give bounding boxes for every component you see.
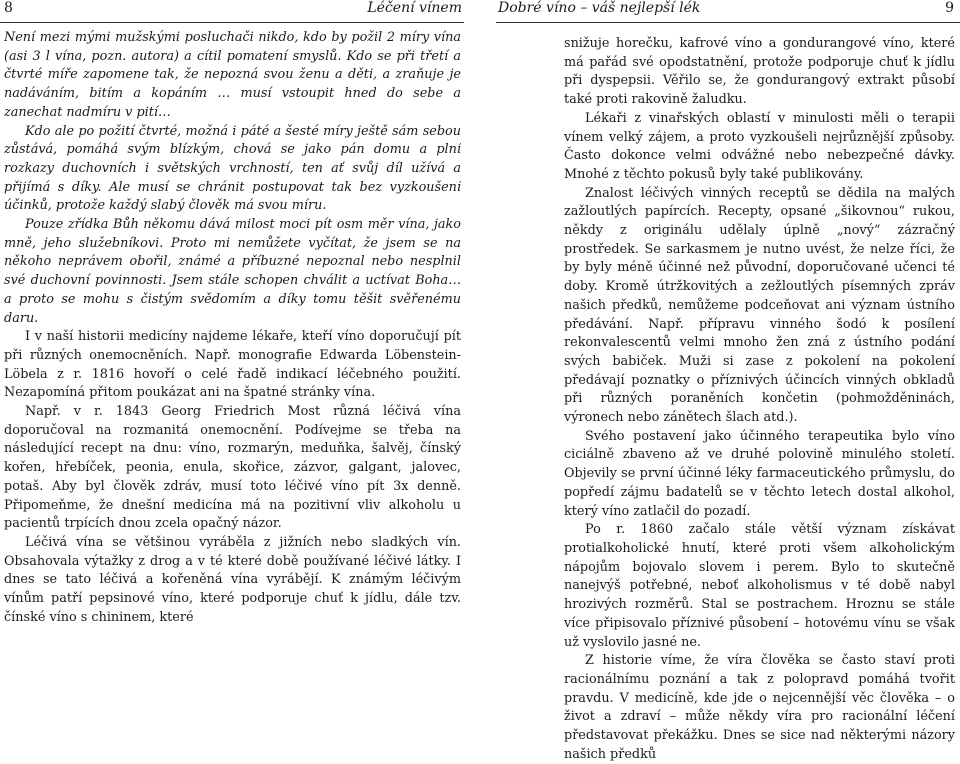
body-paragraph: Léčivá vína se většinou vyráběla z jižních nebo sladkých vín. Obsahovala výtažky z drog a v té které době používané léčivé látky. I dnes se tato léčivá a kořeněná vína vyrábějí. K známým léčivým vínům patří pepsinové víno, které podporuje chuť k jídlu, dále tzv. čínské víno s chininem, které	[4, 534, 461, 625]
body-paragraph: Např. v r. 1843 Georg Friedrich Most různá léčivá vína doporučoval na rozmanitá onemocnění. Podívejme se třeba na následující recept na dnu: víno, rozmarýn, meduňka, šalvěj, čínský kořen, hřebíček, peonia, enula, skořice, zázvor, galgant, jalovec, potaš. Aby byl člověk zdráv, musí toto léčivé víno pít 3x denně. Připomeňme, že dnešní medicína má na pozitivní vliv alkoholu u pacientů trpících dnou zcela opačný názor.	[4, 404, 461, 532]
left-page-header	[0, 0, 464, 23]
body-paragraph: Lékaři z vinařských oblastí v minulosti měli o terapii vínem velký zájem, a proto vyzkoušeli nejrůznější způsoby. Často dokonce velmi odvážné nebo nebezpečné dávky. Mnohé z těchto pokusů byly také publikovány.	[564, 110, 955, 182]
right-page-number: 9	[945, 0, 954, 16]
quote-paragraph: Pouze zřídka Bůh někomu dává milost moci pít osm měr vína, jako mně, jeho služebníkovi. Proto mi nemůžete vyčítat, že jsem se na někoho neprávem obořil, známé a příbuzné nepoznal nebo nesplnil své duchovní povinnosti. Jsem stále schopen chválit a uctívat Boha… a proto se mohu s čistým svědomím a díky tomu těšit svěřenému daru.	[4, 217, 461, 326]
right-page-header	[496, 0, 960, 23]
body-paragraph: snižuje horečku, kafrové víno a gondurangové víno, které má pařád své opodstatnění, protože podporuje chuť k jídlu při dyspepsii. Věřilo se, že gondurangový extrakt působí také proti rakovině žaludku.	[564, 36, 955, 108]
left-page-body	[4, 29, 461, 628]
body-paragraph: Znalost léčivých vinných receptů se dědila na malých zažloutlých papírcích. Recepty, opsané „šikovnou“ rukou, někdy z originálu udělaly úplně „nový“ zázračný prostředek. Se sarkasmem je nutno uvést, že nelze říci, že by byly méně účinné než původní, doporučované učenci té doby. Kromě útržkovitých a zežloutlých písemných zpráv našich předků, nemůžeme podceňovat ani význam ústního předávání. Např. přípravu vinného šodó k posílení rekonvalescentů velmi mnoho žen zná z ústního podání svých babiček. Muži si zase z pokolení na pokolení předávají poznatky o příznivých účincích vinných obkladů při různých poraněních končetin (pohmožděninách, výronech nebo zánětech šlach atd.).	[564, 185, 955, 426]
body-paragraph: Svého postavení jako účinného terapeutika bylo víno ciciálně zbaveno až ve druhé polovině minulého století. Objevily se první účinné léky farmaceutického průmyslu, do popředí zájmu badatelů se v těchto letech dostal alkohol, který víno zatlačil do pozadí.	[564, 428, 955, 519]
body-paragraph: Z historie víme, že víra člověka se často staví proti racionálnímu poznání a tak z polopravd pomáhá tvořit pravdu. V medicíně, kde jde o nejcennější věc člověka – o život a zdraví – může někdy víra pro racionální léčení představovat překážku. Dnes se sice nad některými názory našich předků	[564, 653, 955, 762]
right-page-body	[564, 35, 955, 764]
body-paragraph: Po r. 1860 začalo stále větší význam získávat protialkoholické hnutí, které proti všem alkoholickým nápojům bojovalo slovem i perem. Bylo to skutečně nanejvýš potřebné, neboť alkoholismus v té době nabyl hrozivých rozměrů. Stal se postrachem. Hroznu se stále více připisovalo příznivé působení – hotovému vínu se však už vyslovilo jasné ne.	[564, 522, 955, 650]
quote-paragraph: Kdo ale po požití čtvrté, možná i páté a šesté míry ještě sám sebou zůstává, pomáhá svým blízkým, chová se jako pán domu a plní rozkazy duchovních i světských vrchností, ten ať svůj díl užívá a přijímá s díky. Ale musí se chránit postupovat tak bez vyzkoušení účinků, protože každý slabý člověk má svou míru.	[4, 123, 461, 214]
left-page-number: 8	[4, 0, 13, 16]
quote-paragraph: Není mezi mými mužskými posluchači nikdo, kdo by požil 2 míry vína (asi 3 l vína, pozn. autora) a cítil pomatení smyslů. Kdo se při třetí a čtvrté míře zapomene tak, že nepozná svou ženu a děti, a zraňuje je nadáváním, bitím a kopáním … musí vstoupit hned do sebe a zanechat nadmíru v pití…	[4, 30, 461, 120]
left-running-title: Léčení vínem	[367, 0, 462, 16]
right-running-title: Dobré víno – váš nejlepší lék	[498, 0, 701, 16]
body-paragraph: I v naší historii medicíny najdeme lékaře, kteří víno doporučují pít při různých onemocněních. Např. monografie Edwarda Löbenstein-Löbela z r. 1816 hovoří o celé řadě indikací léčebného použití. Nezapomíná přitom poukázat ani na špatné stránky vína.	[4, 329, 461, 401]
